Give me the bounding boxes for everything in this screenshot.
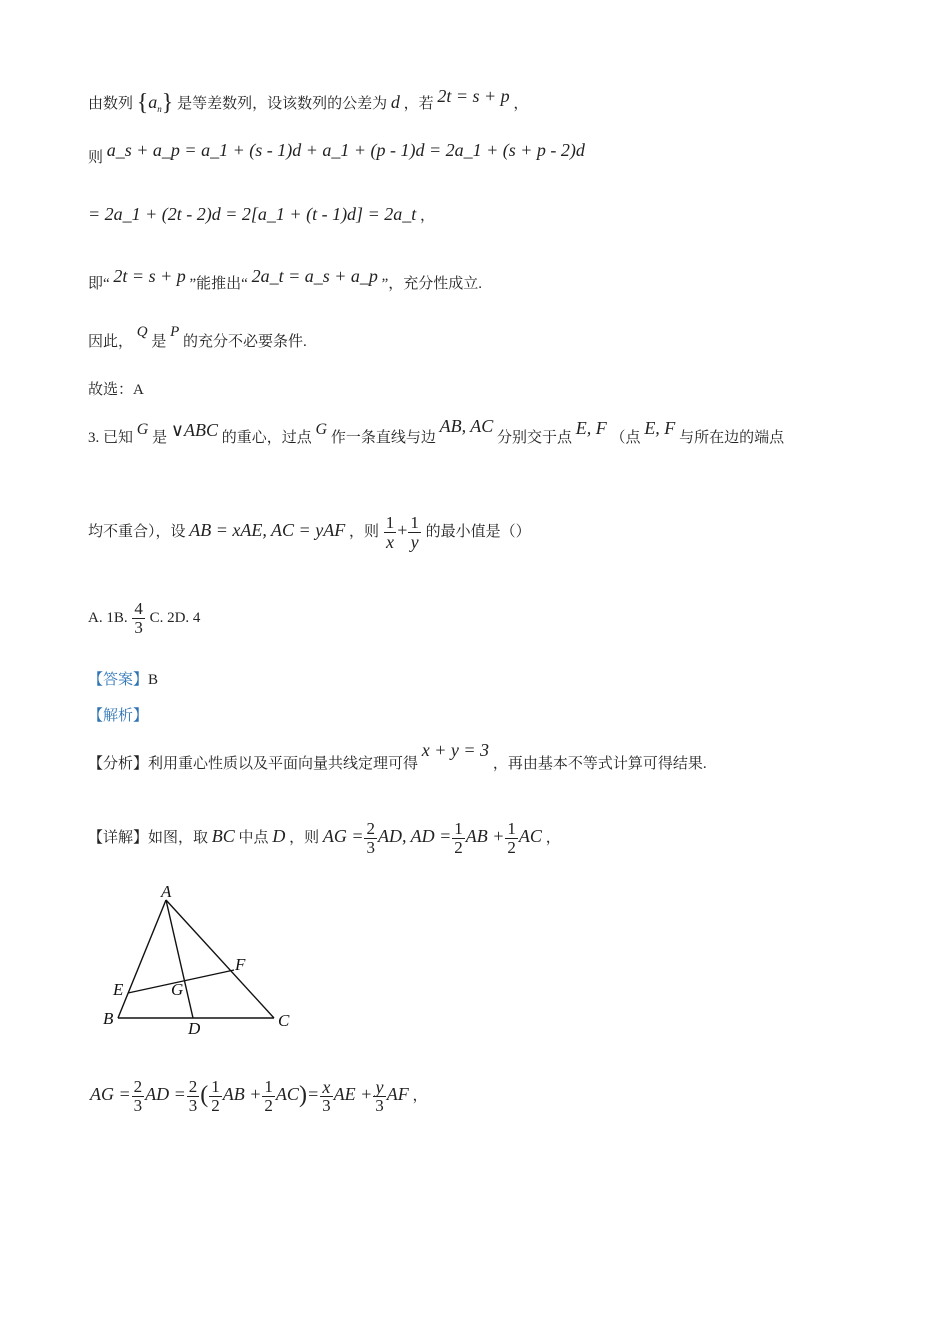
fraction-1-over-y	[408, 514, 421, 551]
numerator: 2	[188, 1077, 198, 1096]
text: 均不重合），设	[88, 523, 186, 540]
fraction	[364, 820, 377, 857]
denominator: 3	[188, 1096, 198, 1115]
text: ，	[412, 1087, 428, 1104]
math-expr: 2a_t = a_s + a_p	[251, 266, 378, 286]
solution-line-5	[88, 324, 307, 352]
side-ab	[118, 900, 166, 1018]
math-expr: AC	[275, 1083, 299, 1104]
math-expr: AD =	[145, 1083, 186, 1104]
text: 与所在边的端点	[679, 430, 785, 446]
text: 即“	[88, 276, 110, 292]
text: ”能推出“	[189, 276, 248, 292]
numerator: x	[320, 1078, 333, 1097]
answer-line	[88, 670, 158, 690]
numerator: 2	[133, 1077, 143, 1096]
numerator: 1	[410, 513, 419, 532]
text: ，则	[348, 523, 379, 540]
math-expr: AE +	[333, 1083, 373, 1104]
seq-subscript: n	[157, 104, 162, 114]
fenxi-tag: 【分析】	[88, 756, 149, 772]
text: ”，充分性成立.	[381, 276, 483, 292]
text: 则	[88, 150, 104, 166]
solution-line-4	[88, 266, 483, 294]
brace-open: {	[136, 90, 149, 116]
xiangjie-tag: 【详解】	[88, 829, 149, 846]
math-expr: AD, AD =	[377, 825, 452, 846]
fraction	[262, 1078, 275, 1115]
denominator: 3	[366, 838, 375, 857]
solution-line-3	[88, 204, 435, 226]
numerator: 1	[211, 1077, 220, 1096]
numerator: 2	[366, 819, 375, 838]
denominator: 3	[134, 618, 143, 637]
fraction	[132, 1078, 145, 1115]
denominator: 2	[264, 1096, 273, 1115]
numerator: 4	[134, 599, 143, 618]
math-q: Q	[136, 324, 148, 340]
label-g: G	[171, 980, 184, 999]
answer-value: B	[148, 672, 159, 688]
math-expr: AB +	[465, 825, 505, 846]
denominator: 2	[211, 1096, 220, 1115]
label-e: E	[113, 980, 124, 999]
fraction	[187, 1078, 200, 1115]
text: ，	[419, 208, 435, 224]
numerator: 1	[385, 513, 395, 532]
numerator: y	[373, 1078, 386, 1097]
text: ，则	[289, 829, 320, 846]
numerator: 1	[507, 819, 516, 838]
xiangjie-line	[88, 820, 561, 857]
text: ，	[513, 96, 529, 112]
text: 是等差数列，设该数列的公差为	[177, 96, 388, 112]
final-equation-line	[90, 1078, 428, 1115]
option-a: A. 1B.	[88, 609, 128, 626]
label-d: D	[188, 1019, 201, 1038]
paren-open: (	[200, 1081, 209, 1108]
math-triangle: ∨ABC	[170, 420, 219, 440]
denominator: 2	[507, 838, 516, 857]
answer-tag: 【答案】	[88, 672, 149, 688]
paren-close: )	[298, 1081, 307, 1108]
math-g: G	[315, 421, 328, 438]
math-equation: AB = xAE, AC = yAF	[189, 519, 346, 540]
triangle-figure	[98, 878, 298, 1038]
math-bc: BC	[211, 825, 235, 846]
math-equation: x + y = 3	[421, 740, 490, 760]
side-ac	[166, 900, 274, 1018]
analysis-line	[88, 706, 148, 726]
math-points: E, F	[644, 418, 676, 438]
math-d: D	[272, 825, 286, 846]
text: 作一条直线与边	[330, 430, 436, 446]
math-expr: = 2a_1 + (2t - 2)d = 2[a_1 + (t - 1)d] = 2a_t	[88, 204, 417, 224]
math-expr: AB +	[222, 1083, 262, 1104]
math-expr: 2t = s + p	[113, 266, 186, 286]
text: （点	[610, 430, 641, 446]
question-3-options	[88, 600, 200, 637]
math-d: d	[390, 92, 400, 112]
denominator: 2	[454, 838, 463, 857]
text: 分别交于点	[497, 430, 573, 446]
fraction	[320, 1078, 333, 1115]
text: 中点	[238, 829, 269, 846]
fraction	[452, 820, 465, 857]
text: 利用重心性质以及平面向量共线定理可得	[148, 756, 419, 772]
label-b: B	[103, 1009, 114, 1028]
text: 的最小值是（）	[425, 523, 531, 540]
label-a: A	[161, 882, 172, 901]
math-expr: AG =	[90, 1083, 131, 1104]
math-points: E, F	[575, 418, 607, 438]
solution-line-1	[88, 86, 529, 119]
median-ad	[166, 900, 193, 1018]
option-b-fraction	[132, 600, 145, 637]
math-g: G	[136, 421, 149, 438]
math-condition: 2t = s + p	[437, 86, 510, 106]
text: 如图，取	[148, 829, 209, 846]
fenxi-line	[88, 740, 707, 774]
text: 是	[151, 334, 167, 350]
text: 因此，	[88, 334, 134, 350]
text: 的充分不必要条件.	[183, 334, 307, 350]
denominator: x	[385, 532, 394, 552]
numerator: 1	[264, 1077, 273, 1096]
seq-symbol: a	[148, 92, 158, 112]
fraction	[209, 1078, 222, 1115]
math-p: P	[170, 324, 180, 340]
math-expr: a_s + a_p = a_1 + (s - 1)d + a_1 + (p - 1)d = 2a_1 + (s + p - 2)d	[106, 140, 585, 160]
solution-line-6: 故选：A	[88, 382, 144, 398]
solution-line-2	[88, 140, 585, 168]
text: 由数列	[88, 96, 134, 112]
label-c: C	[278, 1011, 290, 1030]
brace-close: }	[161, 90, 174, 116]
text: 是	[152, 430, 168, 446]
math-expr: AF	[386, 1083, 409, 1104]
denominator: y	[410, 532, 419, 552]
fraction-1-over-x	[384, 514, 397, 551]
label-f: F	[235, 955, 246, 974]
text: 的重心，过点	[221, 430, 312, 446]
numerator: 1	[454, 819, 463, 838]
denominator: 3	[133, 1096, 143, 1115]
question-3-line-1	[88, 416, 785, 448]
question-number: 3. 已知	[88, 430, 134, 446]
math-expr: =	[306, 1083, 320, 1104]
analysis-tag: 【解析】	[88, 708, 149, 724]
text: ，再由基本不等式计算可得结果.	[492, 756, 707, 772]
denominator: 3	[375, 1096, 384, 1115]
plus-sign: +	[397, 519, 408, 540]
question-3-line-2	[88, 514, 531, 551]
text: ，	[545, 829, 561, 846]
option-rest: C. 2D. 4	[149, 609, 201, 626]
denominator: 3	[322, 1096, 331, 1115]
math-expr: AC	[518, 825, 542, 846]
fraction	[373, 1078, 386, 1115]
fraction	[505, 820, 518, 857]
math-expr: AG =	[322, 825, 364, 846]
text: ，若	[403, 96, 434, 112]
math-sides: AB, AC	[439, 416, 494, 436]
